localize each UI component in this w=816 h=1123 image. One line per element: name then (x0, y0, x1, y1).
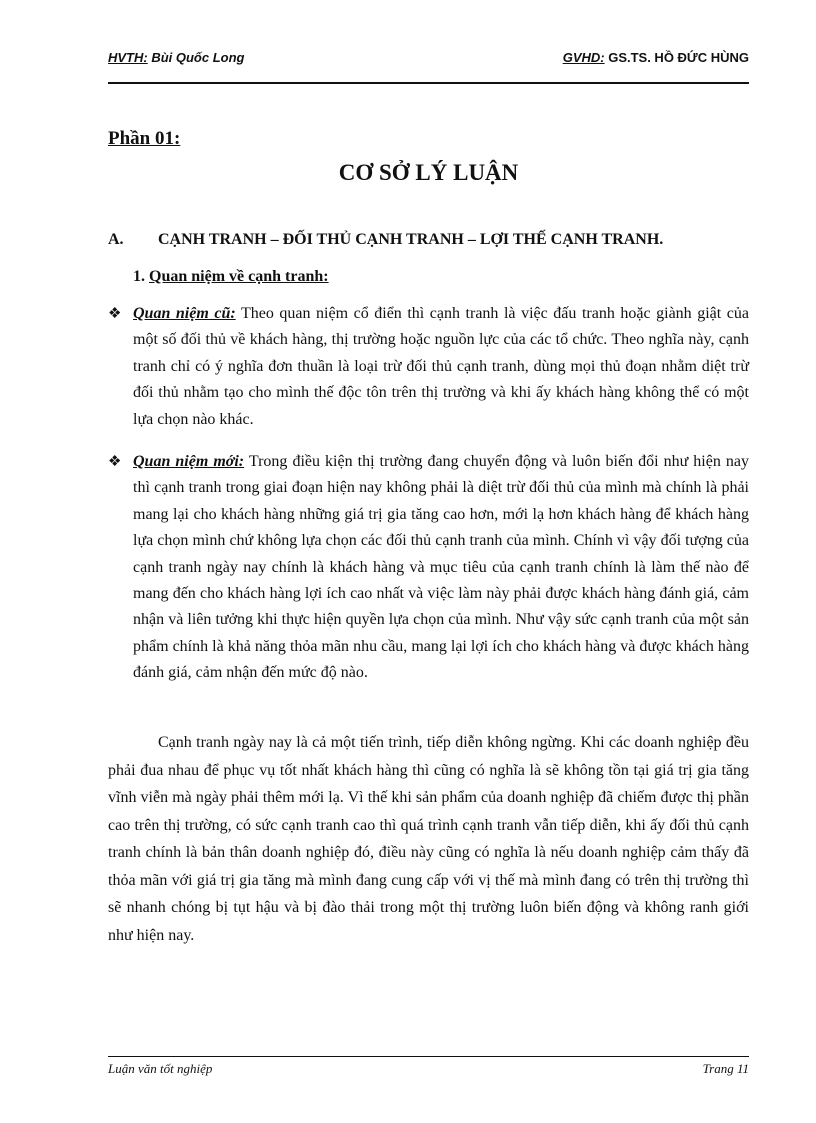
part-title: CƠ SỞ LÝ LUẬN (338, 160, 519, 185)
subsection-heading (133, 268, 329, 286)
advisor-info (563, 50, 749, 65)
footer-document-type: Luận văn tốt nghiệp (108, 1061, 213, 1076)
part-label: Phần 01: (108, 128, 181, 149)
subsection-number: 1. (133, 268, 145, 285)
diamond-bullet-icon: ❖ (108, 306, 122, 322)
bullet-term: Quan niệm mới: (133, 453, 245, 470)
student-label: HVTH: (108, 50, 148, 65)
advisor-name: GS.TS. HỒ ĐỨC HÙNG (604, 50, 749, 65)
page-header (108, 50, 749, 72)
subsection-title: Quan niệm về cạnh tranh: (149, 268, 329, 285)
advisor-label: GVHD: (562, 50, 605, 65)
bullet-item-old-concept (108, 301, 749, 433)
bullet-body (133, 449, 749, 687)
student-name: Bùi Quốc Long (147, 50, 245, 65)
student-info (108, 50, 244, 65)
page-number: Trang 11 (702, 1061, 749, 1076)
header-divider (108, 82, 749, 84)
body-paragraph: Cạnh tranh ngày nay là cả một tiến trình, tiếp diễn không ngừng. Khi các doanh nghiệp đều phải đua nhau để phục vụ tốt nhất khách hàng thì cũng có nghĩa là sẽ không tồn tại giá trị gia tăng vĩnh viễn mà ngày phải thêm mới lạ. Vì thế khi sản phẩm của doanh nghiệp đã chiếm được thị phần cao trên thị trường, có sức cạnh tranh cao thì quá trình cạnh tranh vẫn tiếp diễn, khi ấy đối thủ cạnh tranh chính là bản thân doanh nghiệp đó, điều này cũng có nghĩa là nếu doanh nghiệp cảm thấy đã thỏa mãn với giá trị gia tăng mà mình đang cung cấp với vị thế mà mình đang có trên thị trường thì sẽ nhanh chóng bị tụt hậu và bị đào thải trong một thị trường luôn biến động và không ranh giới như hiện nay. (108, 734, 749, 944)
bullet-item-new-concept (108, 449, 749, 687)
bullet-text: Theo quan niệm cổ điển thì cạnh tranh là việc đấu tranh hoặc giành giật của một số đối thủ về khách hàng, thị trường hoặc nguồn lực của các tổ chức. Theo nghĩa này, cạnh tranh chỉ có ý nghĩa đơn thuần là loại trừ đối thủ cạnh tranh, dùng mọi thủ đoạn nhằm diệt trừ đối thủ nhằm tạo cho mình thế độc tôn trên thị trường và khi ấy khách hàng không thể có một lựa chọn nào khác. (133, 305, 749, 428)
section-letter: A. (108, 231, 124, 248)
bullet-text: Trong điều kiện thị trường đang chuyển động và luôn biến đổi như hiện nay thì cạnh tranh trong giai đoạn hiện nay không phải là diệt trừ đối thủ của mình mà chính là phải mang lại cho khách hàng những giá trị gia tăng cao hơn, mới lạ hơn khách hàng để khách hàng lựa chọn mình chứ không lựa chọn các đối thủ cạnh tranh của mình. Chính vì vậy đối tượng của cạnh tranh ngày nay chính là khách hàng và mục tiêu của cạnh tranh chính là làm thế nào để mang đến cho khách hàng lợi ích cao nhất và việc làm này phải được khách hàng đánh giá, cảm nhận và liên tưởng khi thực hiện quyền lựa chọn của mình. Như vậy sức cạnh tranh của một sản phẩm chính là khả năng thỏa mãn nhu cầu, mang lại lợi ích cho khách hàng và được khách hàng đánh giá, cảm nhận đến mức độ nào. (133, 453, 749, 682)
diamond-bullet-icon: ❖ (108, 454, 122, 470)
bullet-term: Quan niệm cũ: (133, 305, 236, 322)
section-title: CẠNH TRANH – ĐỐI THỦ CẠNH TRANH – LỢI THẾ CẠNH TRANH. (158, 231, 664, 248)
bullet-body (133, 301, 749, 433)
footer-divider (108, 1056, 749, 1057)
